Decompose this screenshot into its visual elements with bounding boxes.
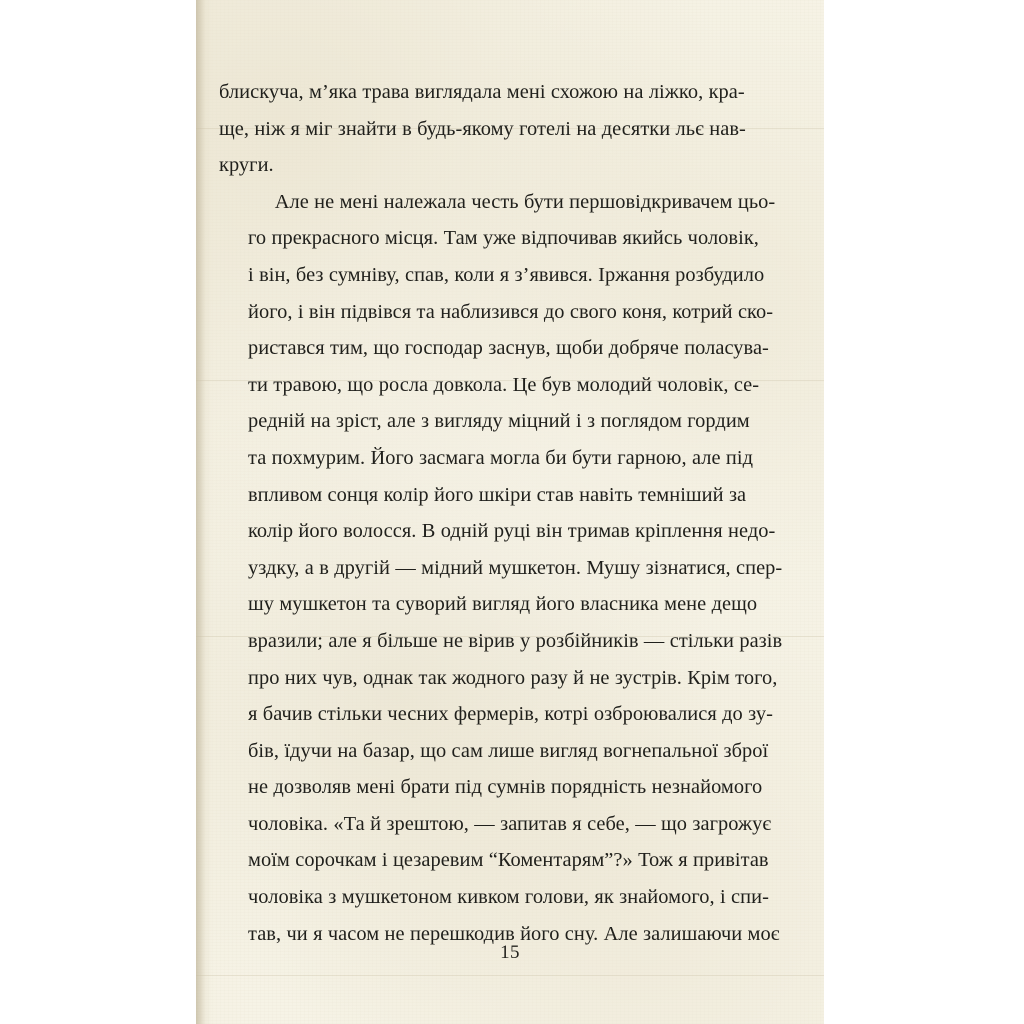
text-line: та похмурим. Його засмага могла би бути гарною, але під <box>248 446 754 469</box>
text-line: круги. <box>219 154 274 177</box>
text-line: ще, ніж я міг знайти в будь-якому готелі на десятки льє нав- <box>219 117 746 140</box>
text-line: тав, чи я часом не перешкодив його сну. Але залишаючи моє <box>248 922 780 945</box>
text-line: шу мушкетон та суворий вигляд його власника мене дещо <box>248 593 758 616</box>
text-line: колір його волосся. В одній руці він тримав кріплення недо- <box>248 520 776 543</box>
text-line: і він, без сумніву, спав, коли я з’явився. Іржання розбудило <box>248 263 765 286</box>
paragraph-1 <box>219 74 759 184</box>
text-line: чоловіка. «Та й зрештою, — запитав я себе, — що загрожує <box>248 812 772 835</box>
text-line: блискуча, м’яка трава виглядала мені схожою на ліжко, кра- <box>219 81 745 103</box>
text-line: Але не мені належала честь бути першовідкривачем цьо- <box>248 190 776 213</box>
text-line: його, і він підвівся та наблизився до свого коня, котрий ско- <box>248 300 774 323</box>
text-line: впливом сонця колір його шкіри став навіть темніший за <box>248 483 747 506</box>
page-gutter-shadow <box>196 0 205 1024</box>
paragraph-2 <box>219 184 783 952</box>
text-line: ти травою, що росла довкола. Це був молодий чоловік, се- <box>248 373 760 396</box>
text-line: моїм сорочкам і цезаревим “Коментарям”?» Тож я привітав <box>248 849 769 872</box>
text-line: ристався тим, що господар заснув, щоби добряче поласува- <box>248 337 769 360</box>
text-line: вразили; але я більше не вірив у розбійників — стільки разів <box>248 629 783 652</box>
text-line: не дозволяв мені брати під сумнів порядність незнайомого <box>248 776 763 799</box>
text-line: редній на зріст, але з вигляду міцний і з поглядом гордим <box>248 410 750 433</box>
scan-seam <box>196 975 824 976</box>
book-page <box>196 0 824 1024</box>
text-line: го прекрасного місця. Там уже відпочивав якийсь чоловік, <box>248 227 759 250</box>
body-text-block <box>219 74 783 952</box>
text-line: про них чув, однак так жодного разу й не зустрів. Крім того, <box>248 666 778 689</box>
text-line: я бачив стільки чесних фермерів, котрі озброювалися до зу- <box>248 703 773 726</box>
page-number: 15 <box>500 942 520 963</box>
text-line: чоловіка з мушкетоном кивком голови, як знайомого, і спи- <box>248 886 769 909</box>
text-line: уздку, а в другій — мідний мушкетон. Мушу зізнатися, спер- <box>248 556 783 579</box>
text-line: бів, їдучи на базар, що сам лише вигляд вогнепальної зброї <box>248 739 769 762</box>
